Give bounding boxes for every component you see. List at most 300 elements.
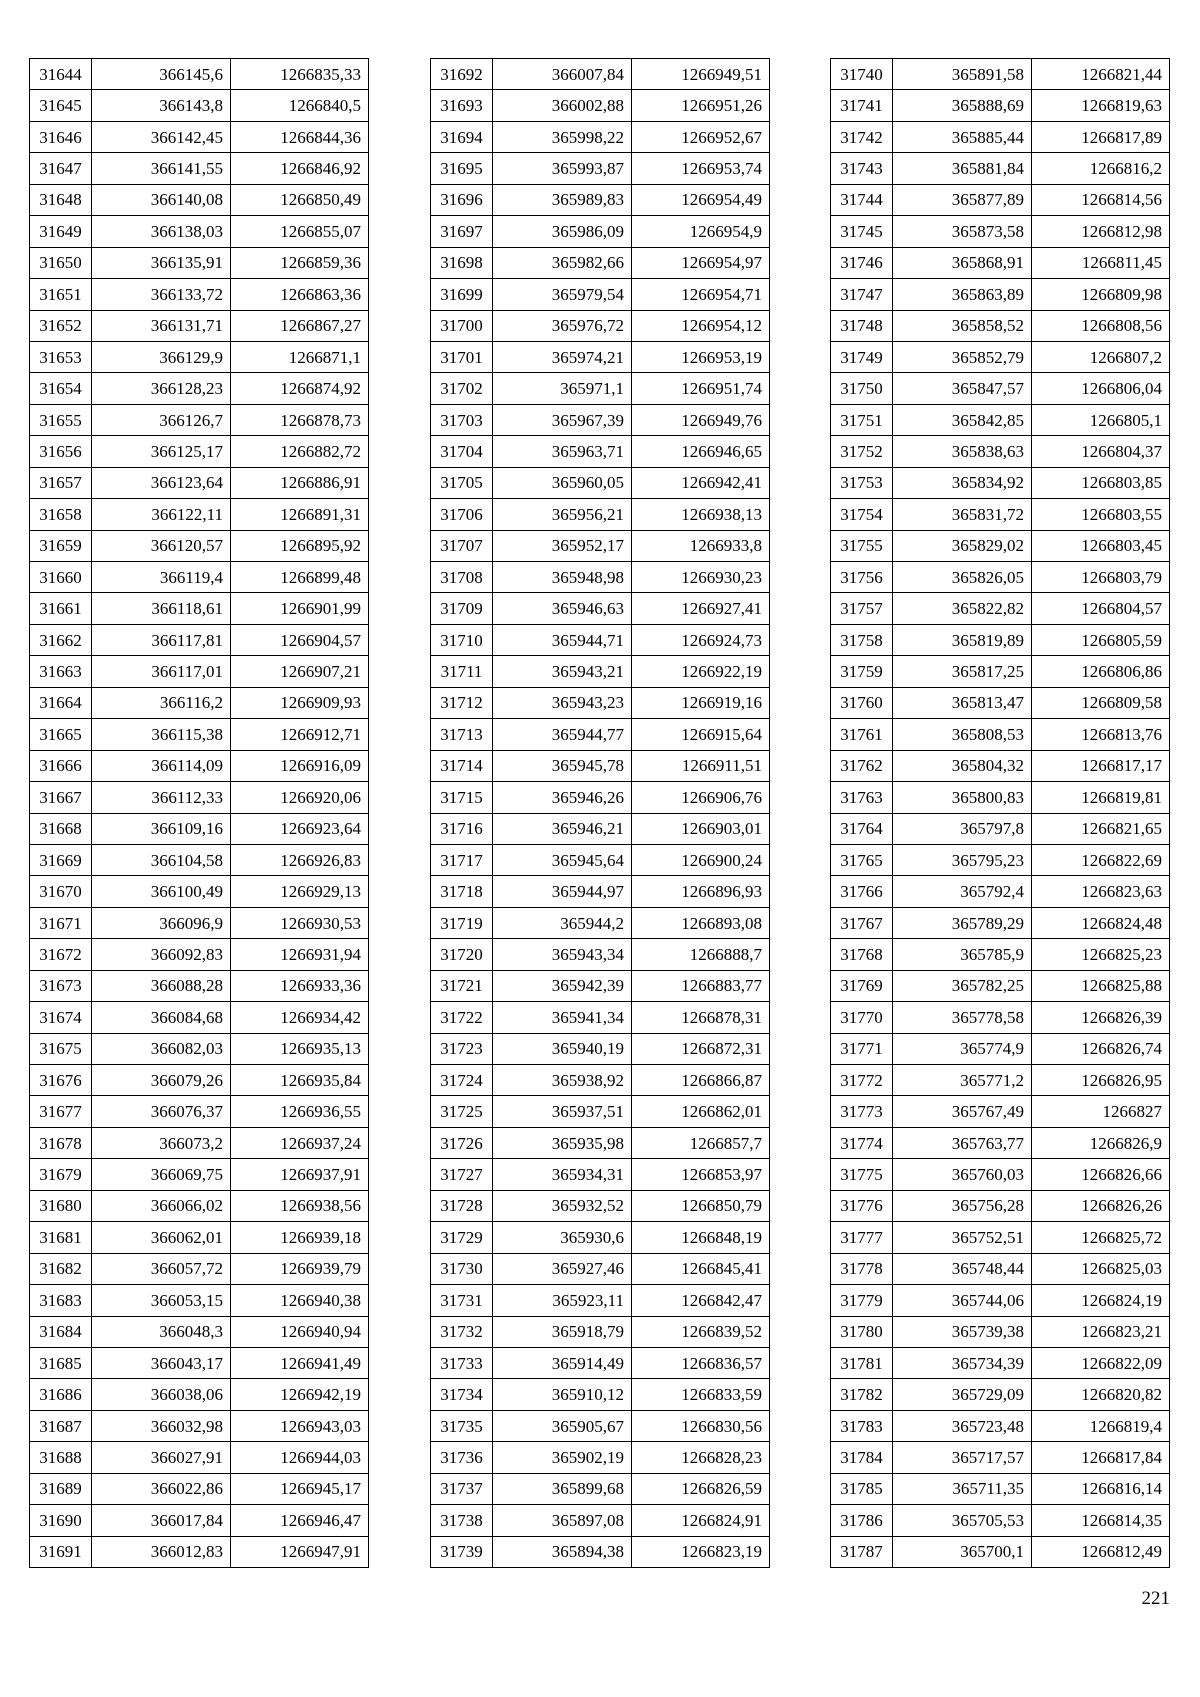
point-number-cell: 31681 — [30, 1222, 92, 1253]
x-coordinate-cell: 365885,44 — [893, 121, 1032, 152]
point-number-cell: 31727 — [431, 1159, 493, 1190]
point-number-cell: 31664 — [30, 687, 92, 718]
point-number-cell: 31744 — [831, 184, 893, 215]
x-coordinate-cell: 365989,83 — [493, 184, 632, 215]
coordinate-table-2 — [430, 58, 770, 1568]
y-coordinate-cell: 1266946,65 — [632, 436, 770, 467]
y-coordinate-cell: 1266878,73 — [231, 404, 369, 435]
table-row — [30, 247, 369, 278]
y-coordinate-cell: 1266822,69 — [1032, 844, 1170, 875]
x-coordinate-cell: 365734,39 — [893, 1347, 1032, 1378]
point-number-cell: 31729 — [431, 1222, 493, 1253]
table-row — [30, 687, 369, 718]
point-number-cell: 31692 — [431, 59, 493, 90]
table-row — [431, 499, 770, 530]
x-coordinate-cell: 365782,25 — [893, 970, 1032, 1001]
x-coordinate-cell: 365946,63 — [493, 593, 632, 624]
y-coordinate-cell: 1266949,51 — [632, 59, 770, 90]
point-number-cell: 31658 — [30, 499, 92, 530]
y-coordinate-cell: 1266937,24 — [231, 1127, 369, 1158]
x-coordinate-cell: 366066,02 — [92, 1190, 231, 1221]
point-number-cell: 31671 — [30, 907, 92, 938]
x-coordinate-cell: 365943,21 — [493, 656, 632, 687]
table-row — [831, 310, 1170, 341]
x-coordinate-cell: 365729,09 — [893, 1379, 1032, 1410]
y-coordinate-cell: 1266916,09 — [231, 750, 369, 781]
y-coordinate-cell: 1266930,23 — [632, 562, 770, 593]
x-coordinate-cell: 366053,15 — [92, 1285, 231, 1316]
table-row — [30, 216, 369, 247]
point-number-cell: 31656 — [30, 436, 92, 467]
point-number-cell: 31725 — [431, 1096, 493, 1127]
table-row — [30, 656, 369, 687]
table-row — [30, 404, 369, 435]
y-coordinate-cell: 1266807,2 — [1032, 341, 1170, 372]
point-number-cell: 31736 — [431, 1442, 493, 1473]
point-number-cell: 31652 — [30, 310, 92, 341]
table-row — [431, 184, 770, 215]
y-coordinate-cell: 1266803,79 — [1032, 562, 1170, 593]
point-number-cell: 31784 — [831, 1442, 893, 1473]
point-number-cell: 31714 — [431, 750, 493, 781]
x-coordinate-cell: 365774,9 — [893, 1033, 1032, 1064]
x-coordinate-cell: 366104,58 — [92, 844, 231, 875]
y-coordinate-cell: 1266817,89 — [1032, 121, 1170, 152]
y-coordinate-cell: 1266930,53 — [231, 907, 369, 938]
point-number-cell: 31740 — [831, 59, 893, 90]
y-coordinate-cell: 1266844,36 — [231, 121, 369, 152]
y-coordinate-cell: 1266934,42 — [231, 1002, 369, 1033]
x-coordinate-cell: 365739,38 — [893, 1316, 1032, 1347]
point-number-cell: 31767 — [831, 907, 893, 938]
x-coordinate-cell: 365945,64 — [493, 844, 632, 875]
x-coordinate-cell: 365976,72 — [493, 310, 632, 341]
point-number-cell: 31712 — [431, 687, 493, 718]
y-coordinate-cell: 1266936,55 — [231, 1096, 369, 1127]
y-coordinate-cell: 1266808,56 — [1032, 310, 1170, 341]
y-coordinate-cell: 1266836,57 — [632, 1347, 770, 1378]
y-coordinate-cell: 1266946,47 — [231, 1505, 369, 1536]
table-row — [431, 844, 770, 875]
y-coordinate-cell: 1266811,45 — [1032, 247, 1170, 278]
point-number-cell: 31666 — [30, 750, 92, 781]
point-number-cell: 31755 — [831, 530, 893, 561]
x-coordinate-cell: 365700,1 — [893, 1536, 1032, 1567]
table-row — [831, 530, 1170, 561]
point-number-cell: 31668 — [30, 813, 92, 844]
table-row — [831, 813, 1170, 844]
y-coordinate-cell: 1266863,36 — [231, 279, 369, 310]
table-row — [431, 1002, 770, 1033]
table-row — [30, 782, 369, 813]
table-row — [30, 1190, 369, 1221]
y-coordinate-cell: 1266901,99 — [231, 593, 369, 624]
x-coordinate-cell: 366073,2 — [92, 1127, 231, 1158]
y-coordinate-cell: 1266809,98 — [1032, 279, 1170, 310]
table-row — [431, 90, 770, 121]
point-number-cell: 31660 — [30, 562, 92, 593]
y-coordinate-cell: 1266938,13 — [632, 499, 770, 530]
y-coordinate-cell: 1266939,18 — [231, 1222, 369, 1253]
y-coordinate-cell: 1266839,52 — [632, 1316, 770, 1347]
y-coordinate-cell: 1266891,31 — [231, 499, 369, 530]
point-number-cell: 31764 — [831, 813, 893, 844]
point-number-cell: 31672 — [30, 939, 92, 970]
table-row — [30, 1410, 369, 1441]
point-number-cell: 31687 — [30, 1410, 92, 1441]
table-row — [30, 750, 369, 781]
table-row — [30, 279, 369, 310]
table-row — [431, 719, 770, 750]
y-coordinate-cell: 1266872,31 — [632, 1033, 770, 1064]
point-number-cell: 31750 — [831, 373, 893, 404]
x-coordinate-cell: 365934,31 — [493, 1159, 632, 1190]
table-row — [831, 467, 1170, 498]
y-coordinate-cell: 1266899,48 — [231, 562, 369, 593]
table-row — [431, 1253, 770, 1284]
y-coordinate-cell: 1266929,13 — [231, 876, 369, 907]
point-number-cell: 31733 — [431, 1347, 493, 1378]
point-number-cell: 31678 — [30, 1127, 92, 1158]
point-number-cell: 31743 — [831, 153, 893, 184]
y-coordinate-cell: 1266923,64 — [231, 813, 369, 844]
y-coordinate-cell: 1266826,66 — [1032, 1159, 1170, 1190]
y-coordinate-cell: 1266954,97 — [632, 247, 770, 278]
point-number-cell: 31787 — [831, 1536, 893, 1567]
point-number-cell: 31781 — [831, 1347, 893, 1378]
x-coordinate-cell: 365763,77 — [893, 1127, 1032, 1158]
x-coordinate-cell: 365942,39 — [493, 970, 632, 1001]
y-coordinate-cell: 1266911,51 — [632, 750, 770, 781]
table-row — [831, 1033, 1170, 1064]
table-row — [831, 907, 1170, 938]
y-coordinate-cell: 1266939,79 — [231, 1253, 369, 1284]
y-coordinate-cell: 1266857,7 — [632, 1127, 770, 1158]
table-row — [431, 1285, 770, 1316]
x-coordinate-cell: 365813,47 — [893, 687, 1032, 718]
x-coordinate-cell: 365891,58 — [893, 59, 1032, 90]
y-coordinate-cell: 1266814,35 — [1032, 1505, 1170, 1536]
x-coordinate-cell: 365800,83 — [893, 782, 1032, 813]
point-number-cell: 31708 — [431, 562, 493, 593]
point-number-cell: 31653 — [30, 341, 92, 372]
point-number-cell: 31724 — [431, 1065, 493, 1096]
table-row — [431, 404, 770, 435]
table-row — [431, 216, 770, 247]
table-row — [831, 1096, 1170, 1127]
table-row — [831, 687, 1170, 718]
point-number-cell: 31753 — [831, 467, 893, 498]
table-row — [30, 436, 369, 467]
point-number-cell: 31783 — [831, 1410, 893, 1441]
table-row — [431, 593, 770, 624]
point-number-cell: 31682 — [30, 1253, 92, 1284]
point-number-cell: 31768 — [831, 939, 893, 970]
point-number-cell: 31707 — [431, 530, 493, 561]
y-coordinate-cell: 1266935,84 — [231, 1065, 369, 1096]
table-row — [30, 907, 369, 938]
point-number-cell: 31762 — [831, 750, 893, 781]
point-number-cell: 31752 — [831, 436, 893, 467]
y-coordinate-cell: 1266954,9 — [632, 216, 770, 247]
y-coordinate-cell: 1266812,49 — [1032, 1536, 1170, 1567]
y-coordinate-cell: 1266933,8 — [632, 530, 770, 561]
y-coordinate-cell: 1266848,19 — [632, 1222, 770, 1253]
table-row — [30, 939, 369, 970]
y-coordinate-cell: 1266933,36 — [231, 970, 369, 1001]
point-number-cell: 31776 — [831, 1190, 893, 1221]
point-number-cell: 31723 — [431, 1033, 493, 1064]
y-coordinate-cell: 1266895,92 — [231, 530, 369, 561]
point-number-cell: 31746 — [831, 247, 893, 278]
table-row — [30, 310, 369, 341]
x-coordinate-cell: 365717,57 — [893, 1442, 1032, 1473]
y-coordinate-cell: 1266812,98 — [1032, 216, 1170, 247]
y-coordinate-cell: 1266949,76 — [632, 404, 770, 435]
x-coordinate-cell: 365817,25 — [893, 656, 1032, 687]
table-row — [831, 656, 1170, 687]
table-row — [30, 562, 369, 593]
y-coordinate-cell: 1266924,73 — [632, 624, 770, 655]
x-coordinate-cell: 366114,09 — [92, 750, 231, 781]
table-row — [431, 876, 770, 907]
point-number-cell: 31782 — [831, 1379, 893, 1410]
table-row — [431, 1316, 770, 1347]
table-row — [431, 1536, 770, 1567]
table-row — [831, 750, 1170, 781]
table-row — [431, 59, 770, 90]
table-row — [431, 562, 770, 593]
point-number-cell: 31685 — [30, 1347, 92, 1378]
x-coordinate-cell: 365888,69 — [893, 90, 1032, 121]
y-coordinate-cell: 1266882,72 — [231, 436, 369, 467]
y-coordinate-cell: 1266826,95 — [1032, 1065, 1170, 1096]
x-coordinate-cell: 365795,23 — [893, 844, 1032, 875]
table-row — [30, 467, 369, 498]
table-row — [30, 876, 369, 907]
x-coordinate-cell: 365863,89 — [893, 279, 1032, 310]
point-number-cell: 31766 — [831, 876, 893, 907]
x-coordinate-cell: 365897,08 — [493, 1505, 632, 1536]
point-number-cell: 31774 — [831, 1127, 893, 1158]
y-coordinate-cell: 1266920,06 — [231, 782, 369, 813]
y-coordinate-cell: 1266943,03 — [231, 1410, 369, 1441]
table-row — [831, 1410, 1170, 1441]
point-number-cell: 31669 — [30, 844, 92, 875]
y-coordinate-cell: 1266886,91 — [231, 467, 369, 498]
x-coordinate-cell: 365943,34 — [493, 939, 632, 970]
x-coordinate-cell: 365944,97 — [493, 876, 632, 907]
point-number-cell: 31773 — [831, 1096, 893, 1127]
x-coordinate-cell: 365771,2 — [893, 1065, 1032, 1096]
x-coordinate-cell: 365905,67 — [493, 1410, 632, 1441]
y-coordinate-cell: 1266915,64 — [632, 719, 770, 750]
point-number-cell: 31758 — [831, 624, 893, 655]
y-coordinate-cell: 1266803,45 — [1032, 530, 1170, 561]
y-coordinate-cell: 1266942,41 — [632, 467, 770, 498]
table-row — [431, 1379, 770, 1410]
point-number-cell: 31745 — [831, 216, 893, 247]
x-coordinate-cell: 365944,71 — [493, 624, 632, 655]
x-coordinate-cell: 366082,03 — [92, 1033, 231, 1064]
point-number-cell: 31734 — [431, 1379, 493, 1410]
table-row — [431, 1127, 770, 1158]
table-row — [431, 750, 770, 781]
table-row — [30, 530, 369, 561]
y-coordinate-cell: 1266878,31 — [632, 1002, 770, 1033]
point-number-cell: 31718 — [431, 876, 493, 907]
table-row — [831, 876, 1170, 907]
table-row — [30, 1536, 369, 1567]
x-coordinate-cell: 365767,49 — [893, 1096, 1032, 1127]
y-coordinate-cell: 1266830,56 — [632, 1410, 770, 1441]
point-number-cell: 31706 — [431, 499, 493, 530]
point-number-cell: 31726 — [431, 1127, 493, 1158]
point-number-cell: 31765 — [831, 844, 893, 875]
y-coordinate-cell: 1266883,77 — [632, 970, 770, 1001]
point-number-cell: 31786 — [831, 1505, 893, 1536]
y-coordinate-cell: 1266954,12 — [632, 310, 770, 341]
y-coordinate-cell: 1266819,81 — [1032, 782, 1170, 813]
x-coordinate-cell: 365792,4 — [893, 876, 1032, 907]
point-number-cell: 31742 — [831, 121, 893, 152]
table-row — [831, 499, 1170, 530]
point-number-cell: 31732 — [431, 1316, 493, 1347]
x-coordinate-cell: 365873,58 — [893, 216, 1032, 247]
page-number: 221 — [1141, 1588, 1170, 1609]
x-coordinate-cell: 365946,26 — [493, 782, 632, 813]
point-number-cell: 31697 — [431, 216, 493, 247]
y-coordinate-cell: 1266826,59 — [632, 1473, 770, 1504]
x-coordinate-cell: 365748,44 — [893, 1253, 1032, 1284]
table-row — [831, 562, 1170, 593]
point-number-cell: 31659 — [30, 530, 92, 561]
table-row — [30, 593, 369, 624]
y-coordinate-cell: 1266850,79 — [632, 1190, 770, 1221]
table-row — [30, 1222, 369, 1253]
point-number-cell: 31705 — [431, 467, 493, 498]
x-coordinate-cell: 365877,89 — [893, 184, 1032, 215]
point-number-cell: 31662 — [30, 624, 92, 655]
point-number-cell: 31688 — [30, 1442, 92, 1473]
x-coordinate-cell: 365944,77 — [493, 719, 632, 750]
table-row — [431, 341, 770, 372]
point-number-cell: 31709 — [431, 593, 493, 624]
table-row — [431, 1190, 770, 1221]
y-coordinate-cell: 1266826,39 — [1032, 1002, 1170, 1033]
x-coordinate-cell: 365834,92 — [893, 467, 1032, 498]
x-coordinate-cell: 365847,57 — [893, 373, 1032, 404]
table-row — [831, 1505, 1170, 1536]
point-number-cell: 31695 — [431, 153, 493, 184]
point-number-cell: 31650 — [30, 247, 92, 278]
point-number-cell: 31690 — [30, 1505, 92, 1536]
x-coordinate-cell: 365894,38 — [493, 1536, 632, 1567]
table-row — [831, 1002, 1170, 1033]
point-number-cell: 31748 — [831, 310, 893, 341]
table-row — [831, 844, 1170, 875]
point-number-cell: 31721 — [431, 970, 493, 1001]
x-coordinate-cell: 365935,98 — [493, 1127, 632, 1158]
y-coordinate-cell: 1266888,7 — [632, 939, 770, 970]
y-coordinate-cell: 1266906,76 — [632, 782, 770, 813]
table-row — [30, 1505, 369, 1536]
table-row — [831, 1222, 1170, 1253]
point-number-cell: 31694 — [431, 121, 493, 152]
table-row — [831, 970, 1170, 1001]
x-coordinate-cell: 366116,2 — [92, 687, 231, 718]
y-coordinate-cell: 1266866,87 — [632, 1065, 770, 1096]
point-number-cell: 31702 — [431, 373, 493, 404]
x-coordinate-cell: 366027,91 — [92, 1442, 231, 1473]
table-row — [30, 1127, 369, 1158]
point-number-cell: 31771 — [831, 1033, 893, 1064]
table-row — [30, 1379, 369, 1410]
point-number-cell: 31686 — [30, 1379, 92, 1410]
y-coordinate-cell: 1266855,07 — [231, 216, 369, 247]
x-coordinate-cell: 365923,11 — [493, 1285, 632, 1316]
table-row — [831, 593, 1170, 624]
x-coordinate-cell: 365993,87 — [493, 153, 632, 184]
y-coordinate-cell: 1266835,33 — [231, 59, 369, 90]
table-row — [431, 373, 770, 404]
point-number-cell: 31737 — [431, 1473, 493, 1504]
point-number-cell: 31647 — [30, 153, 92, 184]
table-row — [431, 1410, 770, 1441]
y-coordinate-cell: 1266947,91 — [231, 1536, 369, 1567]
y-coordinate-cell: 1266824,19 — [1032, 1285, 1170, 1316]
y-coordinate-cell: 1266809,58 — [1032, 687, 1170, 718]
x-coordinate-cell: 365944,2 — [493, 907, 632, 938]
x-coordinate-cell: 365778,58 — [893, 1002, 1032, 1033]
point-number-cell: 31728 — [431, 1190, 493, 1221]
x-coordinate-cell: 365952,17 — [493, 530, 632, 561]
x-coordinate-cell: 366100,49 — [92, 876, 231, 907]
x-coordinate-cell: 366022,86 — [92, 1473, 231, 1504]
point-number-cell: 31644 — [30, 59, 92, 90]
y-coordinate-cell: 1266927,41 — [632, 593, 770, 624]
point-number-cell: 31677 — [30, 1096, 92, 1127]
y-coordinate-cell: 1266900,24 — [632, 844, 770, 875]
y-coordinate-cell: 1266803,55 — [1032, 499, 1170, 530]
table-row — [831, 153, 1170, 184]
x-coordinate-cell: 366129,9 — [92, 341, 231, 372]
table-row — [831, 1190, 1170, 1221]
y-coordinate-cell: 1266926,83 — [231, 844, 369, 875]
x-coordinate-cell: 365858,52 — [893, 310, 1032, 341]
point-number-cell: 31717 — [431, 844, 493, 875]
table-row — [831, 341, 1170, 372]
x-coordinate-cell: 365963,71 — [493, 436, 632, 467]
y-coordinate-cell: 1266846,92 — [231, 153, 369, 184]
y-coordinate-cell: 1266826,9 — [1032, 1127, 1170, 1158]
y-coordinate-cell: 1266819,4 — [1032, 1410, 1170, 1441]
x-coordinate-cell: 366142,45 — [92, 121, 231, 152]
point-number-cell: 31711 — [431, 656, 493, 687]
point-number-cell: 31778 — [831, 1253, 893, 1284]
x-coordinate-cell: 365797,8 — [893, 813, 1032, 844]
x-coordinate-cell: 365918,79 — [493, 1316, 632, 1347]
y-coordinate-cell: 1266944,03 — [231, 1442, 369, 1473]
y-coordinate-cell: 1266951,26 — [632, 90, 770, 121]
table-row — [30, 1473, 369, 1504]
point-number-cell: 31720 — [431, 939, 493, 970]
x-coordinate-cell: 366112,33 — [92, 782, 231, 813]
x-coordinate-cell: 365967,39 — [493, 404, 632, 435]
table-row — [431, 970, 770, 1001]
x-coordinate-cell: 365868,91 — [893, 247, 1032, 278]
y-coordinate-cell: 1266904,57 — [231, 624, 369, 655]
